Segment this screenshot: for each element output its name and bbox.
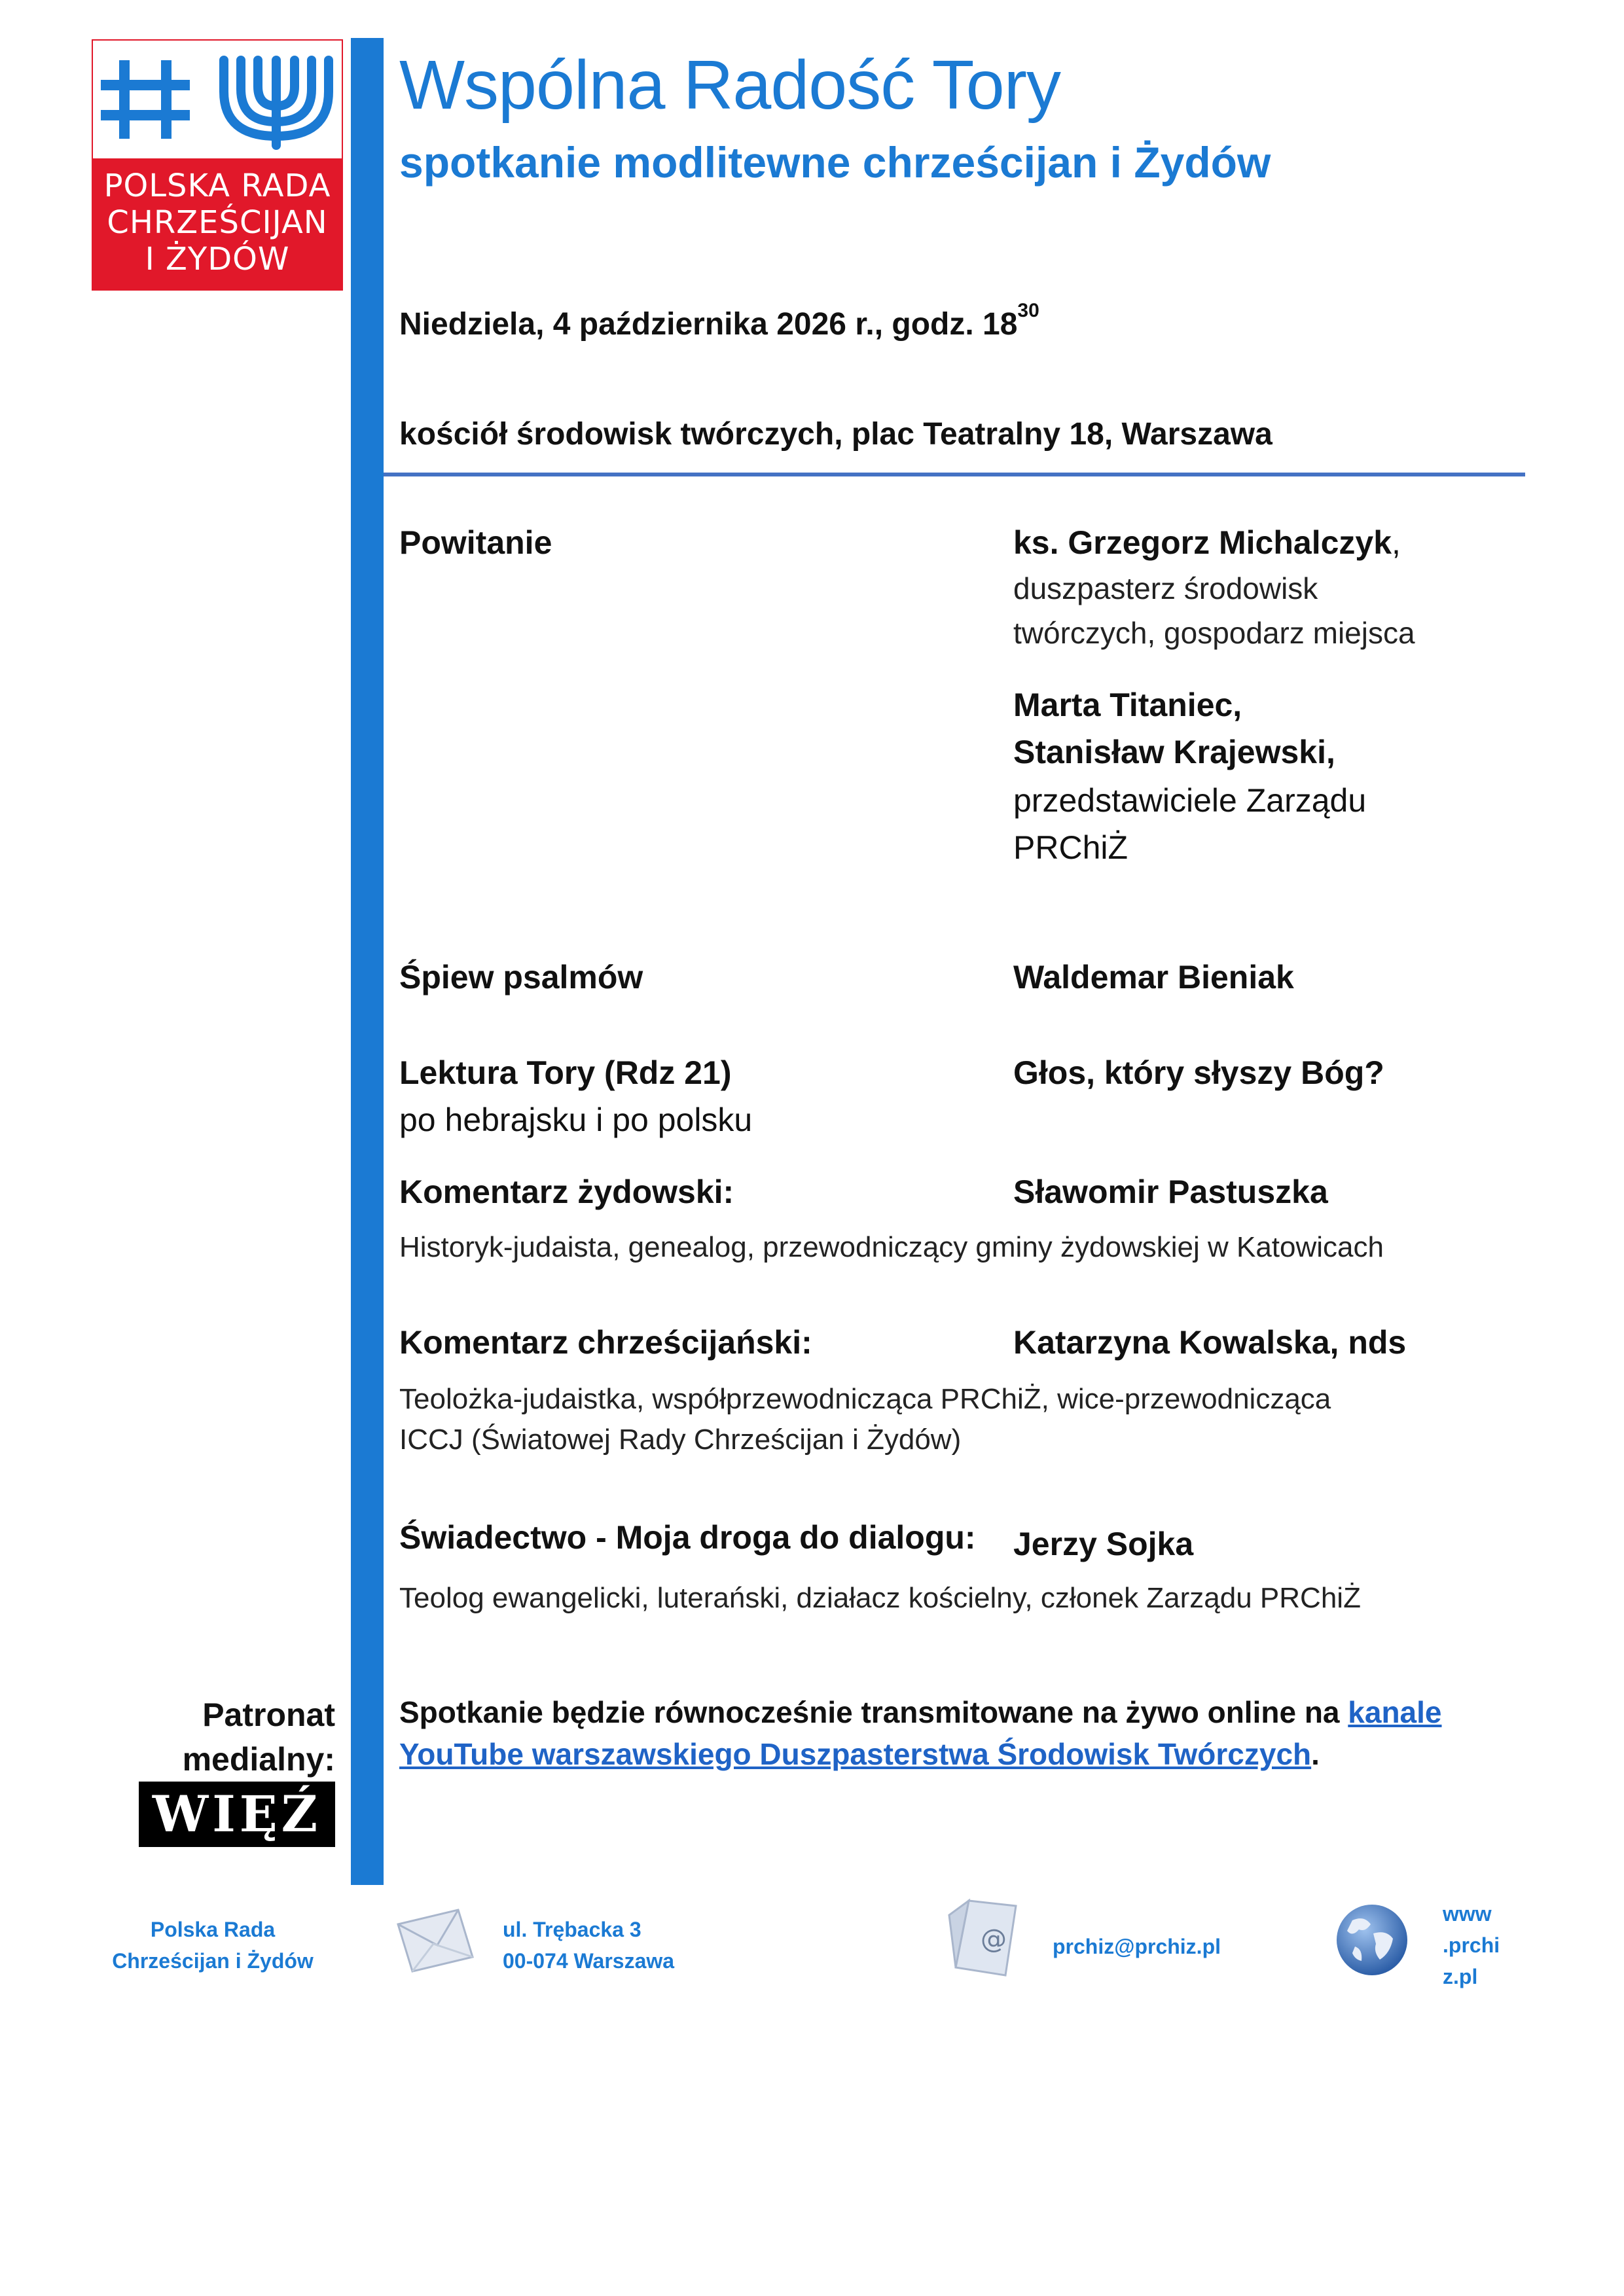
- patronage-line-1: Patronat: [202, 1696, 335, 1733]
- program-torah-sub: po hebrajsku i po polsku: [399, 1102, 753, 1138]
- svg-text:@: @: [981, 1924, 1007, 1954]
- email-at-icon: [943, 1895, 1028, 1981]
- footer-address: [503, 1914, 674, 1977]
- footer-org-line-1: Polska Rada: [150, 1918, 276, 1941]
- header-divider: [384, 473, 1525, 476]
- youtube-link-part-2[interactable]: YouTube warszawskiego Duszpasterstwa Środowisk Twórczych: [399, 1737, 1312, 1771]
- program-christian-desc-2: ICCJ (Światowej Rady Chrześcijan i Żydów): [399, 1424, 962, 1456]
- page-title: Wspólna Radość Tory: [399, 46, 1061, 124]
- program-torah-title: Głos, który słyszy Bóg?: [1013, 1054, 1384, 1091]
- program-testimony-label: Świadectwo - Moja droga do dialogu:: [399, 1519, 976, 1556]
- stream-text: Spotkanie będzie równocześnie transmitowane na żywo online na: [399, 1695, 1348, 1729]
- globe-icon: [1333, 1901, 1411, 1979]
- event-venue: kościół środowisk twórczych, plac Teatralny 18, Warszawa: [399, 417, 1272, 452]
- program-testimony-desc: Teolog ewangelicki, luterański, działacz kościelny, członek Zarządu PRChiŻ: [399, 1582, 1361, 1614]
- program-host-role-2: twórczych, gospodarz miejsca: [1013, 616, 1415, 650]
- program-board-role-2: PRChiŻ: [1013, 829, 1128, 866]
- program-host-name: [1013, 524, 1401, 562]
- logo-line-1: POLSKA RADA: [103, 168, 331, 204]
- footer-website[interactable]: [1443, 1898, 1500, 1992]
- logo-line-2: CHRZEŚCIJAN: [107, 204, 328, 241]
- footer-email[interactable]: prchiz@prchiz.pl: [1053, 1935, 1221, 1958]
- program-jewish-desc: Historyk-judaista, genealog, przewodniczący gminy żydowskiej w Katowicach: [399, 1231, 1384, 1263]
- envelope-icon: [393, 1905, 478, 1977]
- logo-wordmark: [93, 158, 342, 289]
- footer-web-line-3[interactable]: z.pl: [1443, 1965, 1478, 1988]
- footer-address-line-1: ul. Trębacka 3: [503, 1918, 641, 1941]
- media-patronage-label: [157, 1693, 335, 1782]
- program-psalms-person: Waldemar Bieniak: [1013, 959, 1294, 996]
- event-date-time: [399, 300, 1039, 342]
- program-board-role-1: przedstawiciele Zarządu: [1013, 782, 1367, 819]
- program-christian-label: Komentarz chrześcijański:: [399, 1324, 812, 1361]
- program-christian-person: Katarzyna Kowalska, nds: [1013, 1324, 1407, 1361]
- program-jewish-label: Komentarz żydowski:: [399, 1174, 734, 1210]
- wiez-logo: WIĘŹ: [139, 1782, 335, 1847]
- stream-info: [399, 1691, 1512, 1775]
- page-subtitle: spotkanie modlitewne chrześcijan i Żydów: [399, 138, 1271, 187]
- event-time-minutes: 30: [1017, 300, 1039, 321]
- logo-line-3: I ŻYDÓW: [145, 241, 290, 278]
- cross-menorah-icon: [93, 41, 342, 158]
- program-testimony-person: Jerzy Sojka: [1013, 1526, 1194, 1562]
- program-psalms-label: Śpiew psalmów: [399, 959, 643, 996]
- organization-logo: [92, 39, 343, 291]
- program-board-name-2: Stanisław Krajewski,: [1013, 734, 1335, 770]
- footer-organization: [105, 1914, 321, 1977]
- footer-address-line-2: 00-074 Warszawa: [503, 1949, 675, 1973]
- program-welcome-label: Powitanie: [399, 524, 552, 561]
- patronage-line-2: medialny:: [182, 1741, 335, 1778]
- footer-org-line-2: Chrześcijan i Żydów: [112, 1949, 314, 1973]
- program-torah-label: Lektura Tory (Rdz 21): [399, 1054, 732, 1091]
- program-board-name-1: Marta Titaniec,: [1013, 687, 1242, 723]
- stream-end: .: [1311, 1737, 1320, 1771]
- host-name-comma: ,: [1392, 524, 1401, 561]
- youtube-link-part-1[interactable]: kanale: [1348, 1695, 1442, 1729]
- footer-web-line-2[interactable]: .prchi: [1443, 1933, 1500, 1957]
- host-name-text: ks. Grzegorz Michalczyk: [1013, 524, 1392, 561]
- program-jewish-person: Sławomir Pastuszka: [1013, 1174, 1328, 1210]
- footer-web-line-1[interactable]: www: [1443, 1902, 1492, 1926]
- logo-symbols: [93, 41, 342, 158]
- event-date: Niedziela, 4 października 2026 r., godz. 18: [399, 307, 1018, 342]
- program-christian-desc-1: Teolożka-judaistka, współprzewodnicząca PRChiŻ, wice-przewodnicząca: [399, 1383, 1331, 1415]
- program-host-role-1: duszpasterz środowisk: [1013, 571, 1318, 605]
- vertical-accent-bar: [351, 38, 384, 1885]
